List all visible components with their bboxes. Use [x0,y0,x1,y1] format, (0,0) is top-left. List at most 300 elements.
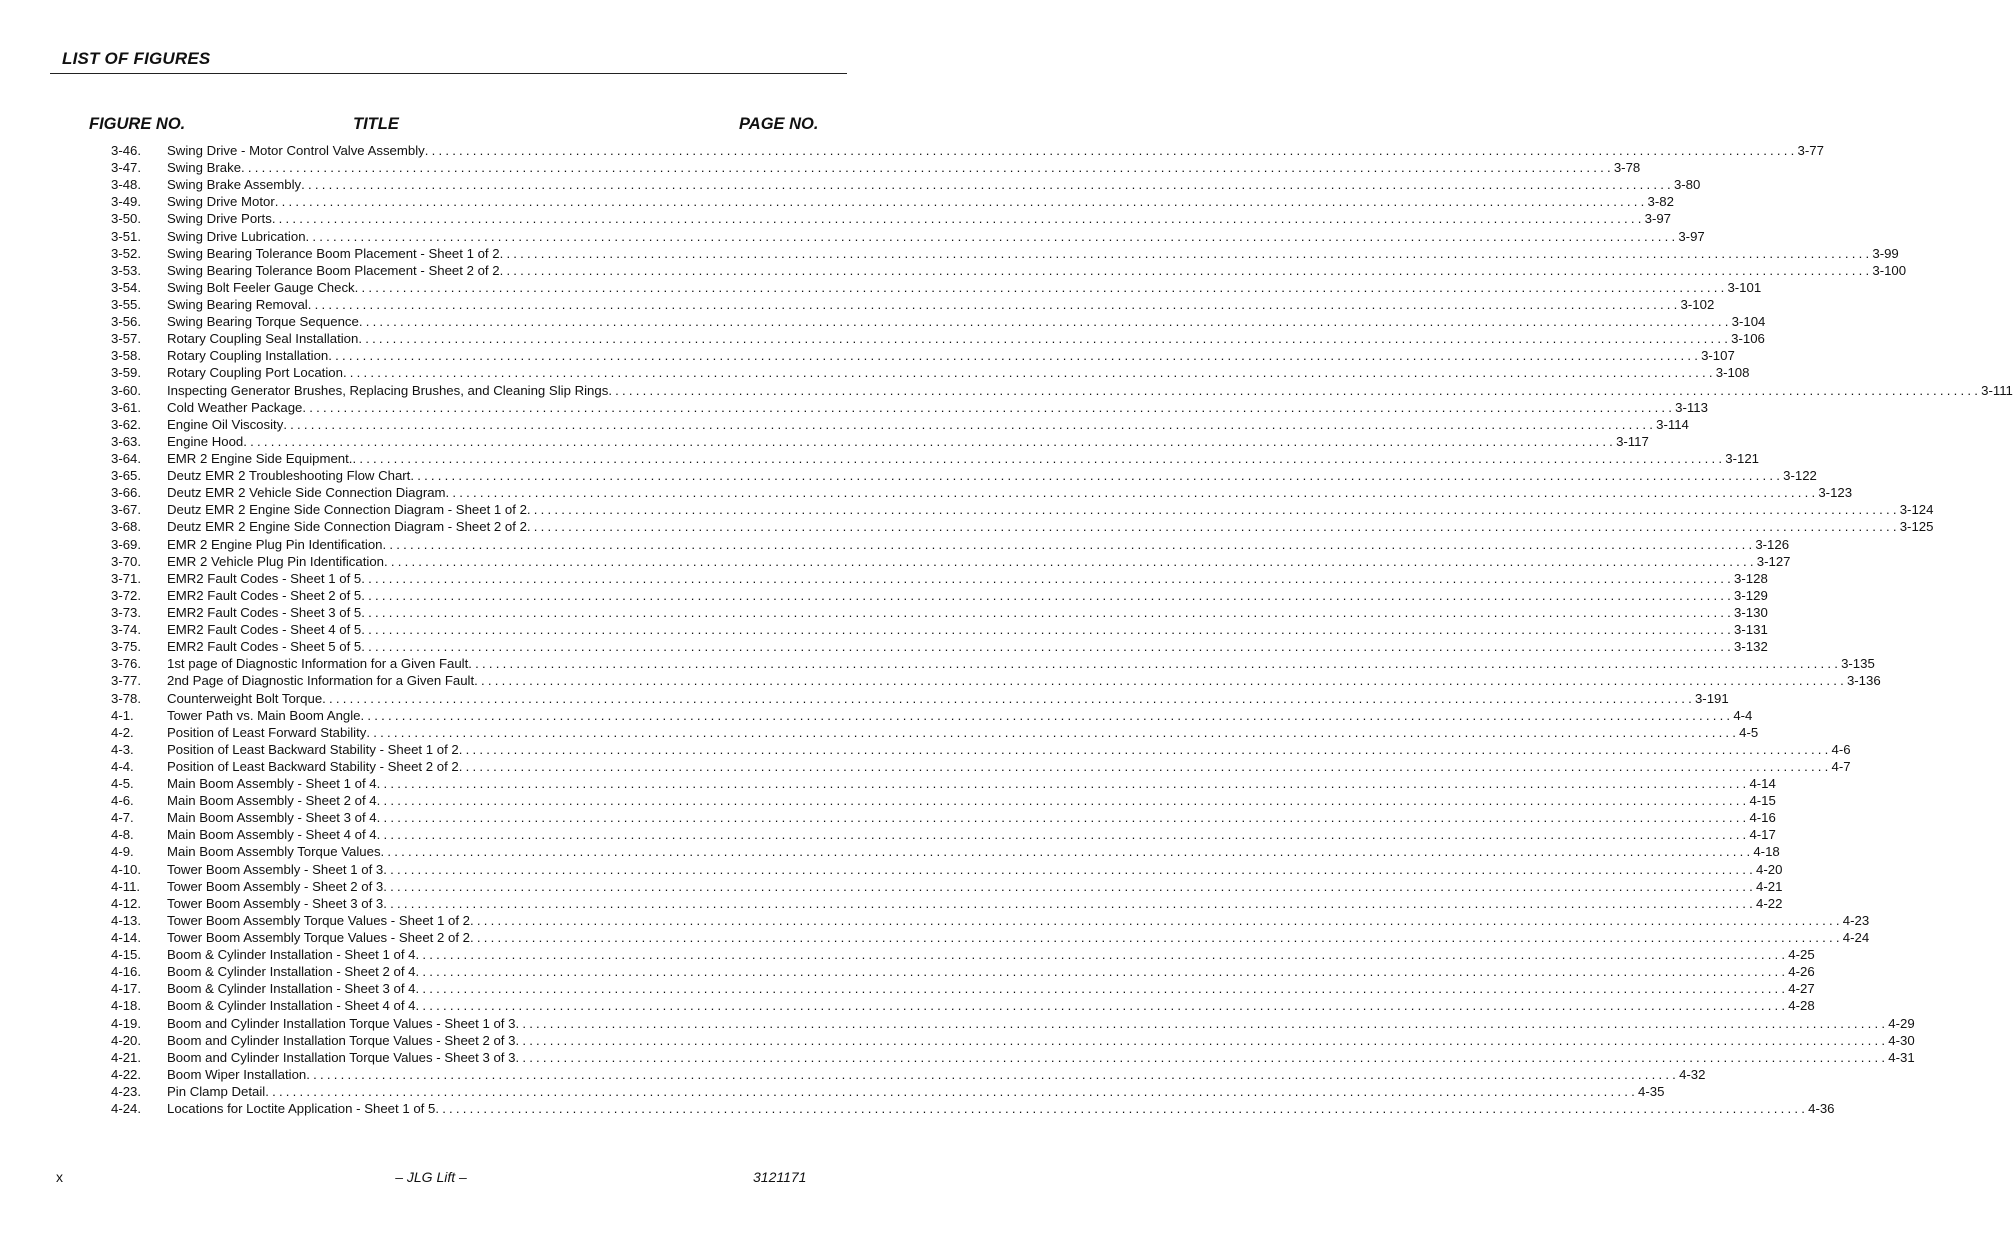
figure-page-number: 3-80 [1673,177,1701,193]
dot-leader: ........................................................................................................................................................................................................ [410,468,1784,484]
figure-title: Rotary Coupling Seal Installation [167,331,359,347]
figure-page-number: 4-15 [1749,793,1776,809]
list-item[interactable] [0,262,1907,279]
entry-leader [167,826,1776,843]
figure-title: Pin Clamp Detail [167,1084,266,1100]
entry-body [167,895,1783,912]
figure-number: 3-58. [111,348,142,364]
figure-number: 4-3. [111,741,134,757]
list-item[interactable] [0,621,1768,638]
figure-number: 4-2. [111,724,134,740]
list-item[interactable] [0,655,1875,672]
figure-number: 3-51. [111,228,142,244]
figure-page-number: 3-124 [1899,502,1934,518]
figure-number: 4-18. [111,998,142,1014]
dot-leader: ........................................................................................................................................................................................................ [265,1084,1639,1100]
entry-body [167,655,1875,672]
entry-body [167,536,1790,553]
list-item[interactable] [0,895,1783,912]
list-item[interactable] [0,245,1899,262]
list-item[interactable] [0,313,1766,330]
figure-title: Deutz EMR 2 Engine Side Connection Diagram - Sheet 2 of 2 [167,519,527,535]
list-item[interactable] [0,399,1708,416]
list-item[interactable] [0,1100,1835,1117]
figure-title: Main Boom Assembly Torque Values [167,844,381,860]
figure-title: Tower Boom Assembly - Sheet 1 of 3 [167,861,384,877]
list-item[interactable] [0,792,1776,809]
entry-body [167,1083,1665,1100]
list-item[interactable] [0,347,1735,364]
list-item[interactable] [0,638,1768,655]
figure-number: 3-75. [111,639,142,655]
figure-number: 3-78. [111,690,142,706]
list-item[interactable] [0,279,1762,296]
list-item[interactable] [0,1083,1665,1100]
figure-title: Boom & Cylinder Installation - Sheet 1 of 4 [167,947,416,963]
figure-page-number: 4-26 [1788,964,1815,980]
list-item[interactable] [0,382,2013,399]
dot-leader: ........................................................................................................................................................................................................ [515,1032,1889,1048]
list-item[interactable] [0,330,1765,347]
figure-title: Boom and Cylinder Installation Torque Values - Sheet 2 of 3 [167,1032,516,1048]
list-item[interactable] [0,142,1824,159]
figure-number: 3-57. [111,331,142,347]
figure-page-number: 4-5 [1739,724,1759,740]
dot-leader: ........................................................................................................................................................................................................ [383,895,1757,911]
figure-page-number: 3-113 [1675,399,1708,415]
figure-title: Engine Oil Viscosity [167,416,284,432]
figure-title: EMR 2 Engine Plug Pin Identification [167,536,383,552]
figure-page-number: 3-108 [1715,365,1750,381]
entry-leader [167,997,1815,1014]
list-item[interactable] [0,193,1674,210]
list-item[interactable] [0,690,1729,707]
dot-leader: ........................................................................................................................................................................................................ [358,314,1732,330]
figure-title: Rotary Coupling Port Location [167,365,343,381]
figure-page-number: 4-17 [1749,827,1776,843]
dot-leader: ........................................................................................................................................................................................................ [241,160,1614,176]
dot-leader: ........................................................................................................................................................................................................ [361,604,1735,620]
list-item[interactable] [0,963,1815,980]
figure-number: 4-4. [111,758,134,774]
entry-leader [167,895,1783,912]
figure-title: Engine Hood [167,433,244,449]
figure-number: 4-20. [111,1032,142,1048]
entry-body [167,450,1759,467]
list-item[interactable] [0,228,1705,245]
entry-leader [167,433,1649,450]
entry-leader [167,843,1780,860]
figure-title: Swing Brake [167,160,242,176]
dot-leader: ........................................................................................................................................................................................................ [342,365,1716,381]
figure-number: 4-15. [111,947,142,963]
dot-leader: ........................................................................................................................................................................................................ [366,724,1740,740]
figure-page-number: 3-99 [1872,245,1899,261]
figure-number: 3-62. [111,416,142,432]
dot-leader: ........................................................................................................................................................................................................ [415,998,1789,1014]
dot-leader: ........................................................................................................................................................................................................ [376,827,1750,843]
dot-leader: ........................................................................................................................................................................................................ [283,416,1657,432]
entry-body [167,210,1672,227]
figure-page-number: 4-29 [1888,1015,1915,1031]
dot-leader: ........................................................................................................................................................................................................ [526,502,1900,518]
figure-title: Swing Drive Motor [167,194,275,210]
footer-publisher: – JLG Lift – [395,1169,467,1185]
figure-title: EMR2 Fault Codes - Sheet 3 of 5 [167,604,362,620]
list-item[interactable] [0,775,1776,792]
dot-leader: ........................................................................................................................................................................................................ [352,450,1726,466]
figure-page-number: 3-106 [1731,331,1765,347]
entry-leader [167,450,1759,467]
figure-title: 1st page of Diagnostic Information for a Given Fault [167,656,469,672]
figure-number: 3-66. [111,485,142,501]
dot-leader: ........................................................................................................................................................................................................ [358,331,1732,347]
figure-title: EMR2 Fault Codes - Sheet 1 of 5 [167,570,362,586]
figure-number: 4-1. [111,707,134,723]
entry-body [167,809,1776,826]
figure-list [0,142,2013,1117]
list-item[interactable] [0,741,1851,758]
dot-leader: ........................................................................................................................................................................................................ [458,741,1832,757]
list-item[interactable] [0,553,1791,570]
entry-leader [167,193,1674,210]
figure-number: 3-54. [111,279,142,295]
dot-leader: ........................................................................................................................................................................................................ [301,177,1674,193]
entry-leader [167,638,1768,655]
figure-page-number: 3-101 [1727,279,1762,295]
figure-number: 3-50. [111,211,142,227]
entry-leader [167,210,1672,227]
figure-title: Swing Drive - Motor Control Valve Assembly [167,143,425,158]
figure-number: 4-13. [111,912,142,928]
figure-page-number: 4-6 [1831,741,1851,757]
figure-title: Position of Least Forward Stability [167,724,367,740]
figure-title: Tower Boom Assembly Torque Values - Sheet 2 of 2 [167,930,470,946]
list-item[interactable] [0,176,1701,193]
figure-number: 3-46. [111,143,142,158]
entry-body [167,638,1768,655]
dot-leader: ........................................................................................................................................................................................................ [302,399,1676,415]
entry-leader [167,1015,1915,1032]
dot-leader: ........................................................................................................................................................................................................ [271,211,1645,227]
list-item[interactable] [0,604,1768,621]
list-item[interactable] [0,826,1776,843]
entry-leader [167,330,1765,347]
dot-leader: ........................................................................................................................................................................................................ [383,861,1757,877]
figure-page-number: 4-21 [1756,878,1783,894]
entry-body [167,946,1815,963]
entry-body [167,861,1783,878]
figure-page-number: 3-122 [1783,468,1817,484]
entry-body [167,1100,1835,1117]
list-item[interactable] [0,1032,1915,1049]
entry-body [167,501,1934,518]
list-item[interactable] [0,1015,1915,1032]
figure-page-number: 4-20 [1756,861,1783,877]
entry-body [167,553,1791,570]
list-item[interactable] [0,364,1750,381]
entry-leader [167,347,1735,364]
dot-leader: ........................................................................................................................................................................................................ [424,143,1798,158]
entry-body [167,1066,1706,1083]
list-item[interactable] [0,997,1815,1014]
figure-number: 4-14. [111,930,142,946]
list-item[interactable] [0,1066,1706,1083]
figure-page-number: 3-130 [1734,604,1768,620]
figure-title: Swing Bolt Feeler Gauge Check [167,279,355,295]
entry-leader [167,467,1817,484]
dot-leader: ........................................................................................................................................................................................................ [383,878,1757,894]
list-item[interactable] [0,416,1689,433]
dot-leader: ........................................................................................................................................................................................................ [361,622,1735,638]
list-item[interactable] [0,809,1776,826]
figure-number: 4-6. [111,793,134,809]
list-item[interactable] [0,946,1815,963]
figure-title: EMR 2 Vehicle Plug Pin Identification [167,553,384,569]
figure-title: Boom & Cylinder Installation - Sheet 2 of 4 [167,964,416,980]
entry-leader [167,570,1768,587]
figure-title: Rotary Coupling Installation [167,348,329,364]
entry-body [167,929,1870,946]
entry-leader [167,245,1899,262]
figure-number: 4-9. [111,844,134,860]
figure-number: 3-68. [111,519,142,535]
dot-leader: ........................................................................................................................................................................................................ [499,245,1873,261]
list-item[interactable] [0,467,1817,484]
figure-title: Main Boom Assembly - Sheet 3 of 4 [167,810,377,826]
figure-page-number: 3-100 [1872,262,1907,278]
figure-page-number: 4-16 [1749,810,1776,826]
dot-leader: ........................................................................................................................................................................................................ [608,382,1982,398]
entry-leader [167,501,1934,518]
figure-number: 3-65. [111,468,142,484]
entry-leader [167,912,1870,929]
dot-leader: ........................................................................................................................................................................................................ [415,947,1789,963]
figure-page-number: 4-31 [1888,1049,1915,1065]
list-item[interactable] [0,518,1934,535]
entry-leader [167,792,1776,809]
figure-title: EMR2 Fault Codes - Sheet 5 of 5 [167,639,362,655]
entry-leader [167,587,1768,604]
figure-number: 4-8. [111,827,134,843]
dot-leader: ........................................................................................................................................................................................................ [445,485,1819,501]
figure-number: 3-70. [111,553,142,569]
list-item[interactable] [0,1049,1915,1066]
entry-body [167,1032,1915,1049]
entry-body [167,912,1870,929]
list-item[interactable] [0,570,1768,587]
dot-leader: ........................................................................................................................................................................................................ [376,776,1750,792]
entry-leader [167,929,1870,946]
list-item[interactable] [0,484,1853,501]
figure-number: 3-74. [111,622,142,638]
list-item[interactable] [0,980,1815,997]
dot-leader: ........................................................................................................................................................................................................ [322,690,1695,706]
figure-page-number: 3-131 [1734,622,1768,638]
dot-leader: ........................................................................................................................................................................................................ [468,656,1842,672]
dot-leader: ........................................................................................................................................................................................................ [328,348,1702,364]
entry-body [167,707,1753,724]
entry-leader [167,518,1934,535]
figure-number: 4-11. [111,878,141,894]
entry-leader [167,1083,1665,1100]
entry-leader [167,296,1715,313]
footer-page-number: x [56,1169,63,1185]
entry-body [167,587,1768,604]
figure-page-number: 4-14 [1749,776,1776,792]
entry-leader [167,724,1759,741]
entry-leader [167,1032,1915,1049]
figure-title: Deutz EMR 2 Engine Side Connection Diagram - Sheet 1 of 2 [167,502,527,518]
entry-leader [167,861,1783,878]
figure-page-number: 3-132 [1734,639,1768,655]
figure-title: Position of Least Backward Stability - Sheet 2 of 2 [167,758,459,774]
entry-body [167,382,2013,399]
dot-leader: ........................................................................................................................................................................................................ [376,793,1750,809]
figure-number: 3-77. [111,673,142,689]
entry-body [167,159,1641,176]
figure-page-number: 4-32 [1679,1066,1706,1082]
dot-leader: ........................................................................................................................................................................................................ [306,1066,1680,1082]
figure-number: 3-64. [111,450,142,466]
entry-leader [167,741,1851,758]
figure-page-number: 3-97 [1678,228,1705,244]
entry-body [167,330,1765,347]
figure-page-number: 4-23 [1842,912,1870,928]
list-item[interactable] [0,912,1870,929]
entry-body [167,484,1853,501]
list-item[interactable] [0,758,1851,775]
dot-leader: ........................................................................................................................................................................................................ [415,964,1789,980]
figure-number: 3-72. [111,587,142,603]
entry-leader [167,1066,1706,1083]
figure-number: 3-60. [111,382,142,398]
dot-leader: ........................................................................................................................................................................................................ [380,844,1754,860]
entry-body [167,997,1815,1014]
entry-leader [167,416,1689,433]
figure-page-number: 4-7 [1831,758,1851,774]
figure-page-number: 3-121 [1725,450,1759,466]
figure-title: Tower Boom Assembly - Sheet 3 of 3 [167,895,384,911]
list-item[interactable] [0,501,1934,518]
list-item[interactable] [0,707,1753,724]
figure-title: Boom Wiper Installation [167,1066,307,1082]
list-item[interactable] [0,861,1783,878]
dot-leader: ........................................................................................................................................................................................................ [415,981,1789,997]
entry-body [167,245,1899,262]
figure-title: Boom and Cylinder Installation Torque Values - Sheet 3 of 3 [167,1049,516,1065]
dot-leader: ........................................................................................................................................................................................................ [435,1101,1809,1117]
dot-leader: ........................................................................................................................................................................................................ [469,930,1843,946]
entry-leader [167,159,1641,176]
entry-leader [167,536,1790,553]
list-item[interactable] [0,587,1768,604]
entry-leader [167,364,1750,381]
dot-leader: ........................................................................................................................................................................................................ [354,279,1728,295]
list-item[interactable] [0,159,1641,176]
figure-page-number: 4-28 [1788,998,1815,1014]
entry-body [167,758,1851,775]
entry-body [167,193,1674,210]
entry-body [167,690,1729,707]
entry-body [167,313,1766,330]
figure-title: Main Boom Assembly - Sheet 2 of 4 [167,793,377,809]
entry-leader [167,262,1907,279]
figure-page-number: 4-36 [1808,1101,1835,1117]
figure-number: 4-10. [111,861,142,877]
column-header-page-no: PAGE NO. [739,115,819,133]
entry-leader [167,553,1791,570]
entry-body [167,724,1759,741]
figure-page-number: 3-114 [1656,416,1689,432]
dot-leader: ........................................................................................................................................................................................................ [382,536,1756,552]
entry-body [167,980,1815,997]
figure-page-number: 3-126 [1755,536,1790,552]
entry-leader [167,775,1776,792]
entry-leader [167,980,1815,997]
list-item[interactable] [0,210,1672,227]
figure-title: Inspecting Generator Brushes, Replacing Brushes, and Cleaning Slip Rings [167,382,609,398]
entry-leader [167,313,1766,330]
list-item[interactable] [0,450,1759,467]
figure-title: Deutz EMR 2 Vehicle Side Connection Diagram [167,485,446,501]
list-item[interactable] [0,433,1649,450]
figure-page-number: 3-117 [1616,433,1649,449]
figure-page-number: 4-18 [1753,844,1780,860]
figure-number: 3-71. [111,570,142,586]
figure-page-number: 3-135 [1841,656,1875,672]
figure-page-number: 3-128 [1734,570,1768,586]
entry-body [167,826,1776,843]
list-item[interactable] [0,724,1759,741]
figure-number: 4-23. [111,1084,142,1100]
figure-number: 4-17. [111,981,142,997]
list-item[interactable] [0,296,1715,313]
figure-number: 3-59. [111,365,142,381]
entry-body [167,963,1815,980]
figure-title: Swing Brake Assembly [167,177,302,193]
figure-number: 4-12. [111,895,142,911]
dot-leader: ........................................................................................................................................................................................................ [458,758,1832,774]
entry-body [167,228,1705,245]
figure-page-number: 4-22 [1756,895,1783,911]
entry-body [167,279,1762,296]
list-item[interactable] [0,536,1790,553]
figure-page-number: 3-104 [1731,314,1766,330]
list-item[interactable] [0,672,1881,689]
figure-page-number: 3-127 [1756,553,1791,569]
page-title: LIST OF FIGURES [62,49,211,68]
figure-title: Counterweight Bolt Torque [167,690,323,706]
figure-number: 4-16. [111,964,142,980]
entry-leader [167,382,2013,399]
entry-body [167,416,1689,433]
list-item[interactable] [0,843,1780,860]
figure-number: 4-7. [111,810,134,826]
figure-title: EMR2 Fault Codes - Sheet 4 of 5 [167,622,362,638]
list-item[interactable] [0,878,1783,895]
figure-title: Swing Bearing Tolerance Boom Placement - Sheet 1 of 2 [167,245,500,261]
dot-leader: ........................................................................................................................................................................................................ [361,639,1735,655]
figure-number: 3-52. [111,245,142,261]
figure-page-number: 3-111 [1981,382,2013,398]
dot-leader: ........................................................................................................................................................................................................ [376,810,1750,826]
entry-body [167,843,1780,860]
list-item[interactable] [0,929,1870,946]
entry-leader [167,707,1753,724]
figure-title: 2nd Page of Diagnostic Information for a Given Fault [167,673,475,689]
figure-page-number: 3-77 [1797,143,1824,158]
